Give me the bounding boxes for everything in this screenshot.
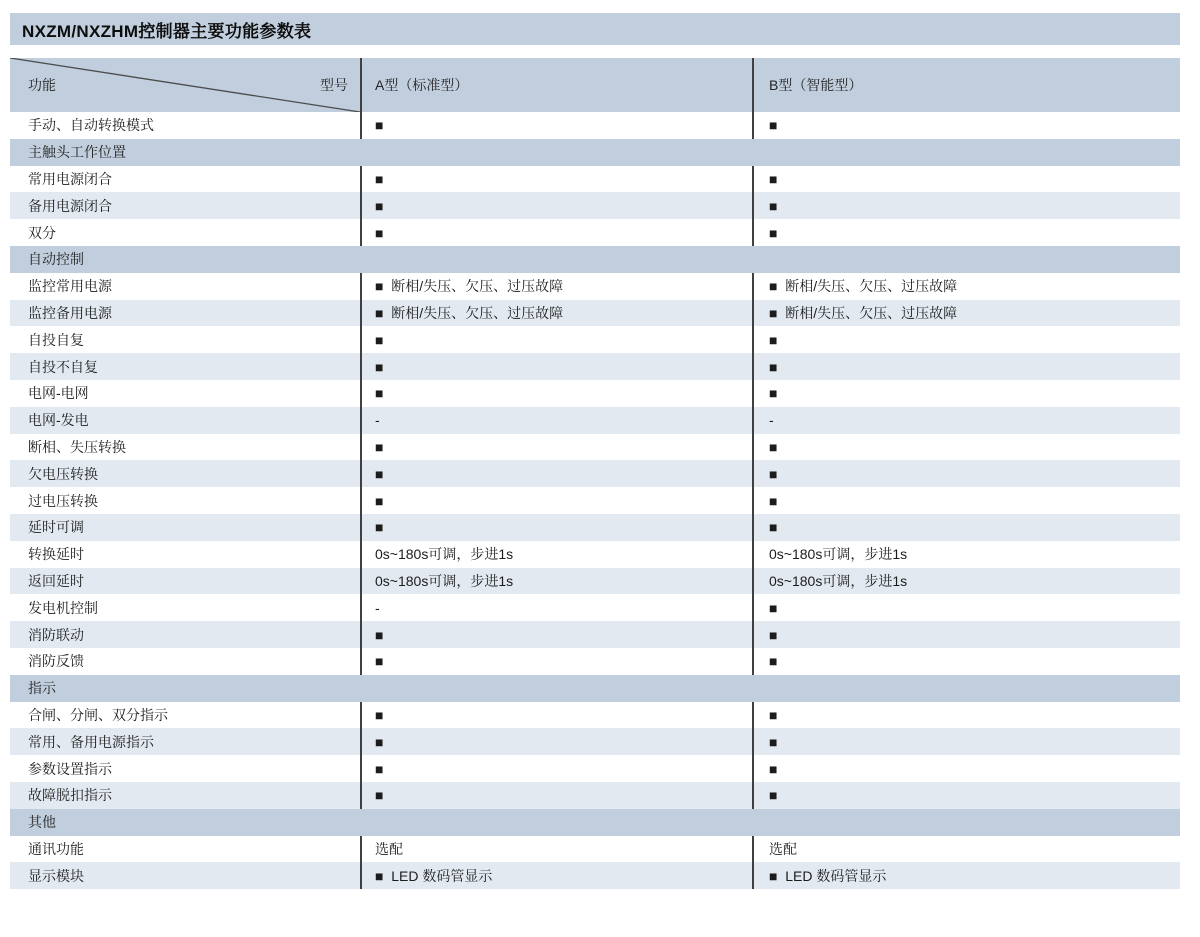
feature-row [10,728,1180,755]
value-col-a: ■ [360,434,752,461]
value-col-b: ■ [752,648,1180,675]
value-col-a: ■ [360,514,752,541]
feature-label: 合闸、分闸、双分指示 [28,706,168,723]
value-col-b: ■ [752,353,1180,380]
value-col-a: ■ [360,648,752,675]
section-row [10,809,1180,836]
feature-label: 延时可调 [28,519,84,536]
header-function-label: 功能 [28,77,56,93]
feature-label: 监控常用电源 [28,278,112,295]
feature-label: 消防反馈 [28,653,84,670]
value-col-a: ■ [360,112,752,139]
feature-row [10,112,1180,139]
value-col-b: ■ [752,166,1180,193]
value-col-b: ■ [752,434,1180,461]
feature-label: 自投不自复 [28,358,98,375]
value-col-a: ■ [360,487,752,514]
value-col-a: 0s~180s可调，步进1s [360,568,752,595]
value-col-b: ■ [752,702,1180,729]
feature-label: 电网-电网 [28,385,89,402]
feature-label: 显示模块 [28,867,84,884]
feature-label: 通讯功能 [28,840,84,857]
value-col-a: ■ [360,166,752,193]
feature-label: 断相、失压转换 [28,438,126,455]
value-col-a: ■ 断相/失压、欠压、过压故障 [360,300,752,327]
value-col-b: ■ [752,514,1180,541]
feature-row [10,836,1180,863]
value-col-b: ■ 断相/失压、欠压、过压故障 [752,300,1180,327]
feature-row [10,862,1180,889]
feature-label: 监控备用电源 [28,304,112,321]
feature-row [10,594,1180,621]
feature-row [10,166,1180,193]
table-header-row [10,58,1180,112]
table-body [10,112,1180,889]
feature-row [10,487,1180,514]
section-label: 自动控制 [28,251,84,268]
feature-label: 备用电源闭合 [28,197,112,214]
value-col-b: ■ [752,782,1180,809]
feature-label: 转换延时 [28,546,84,563]
feature-label: 手动、自动转换模式 [28,117,154,134]
header-model-label: 型号 [320,77,348,93]
value-col-b: ■ [752,192,1180,219]
feature-row [10,192,1180,219]
header-col-b: B型（智能型） [752,58,1180,112]
value-col-a: ■ [360,380,752,407]
feature-row [10,219,1180,246]
value-col-a: 0s~180s可调，步进1s [360,541,752,568]
feature-row [10,541,1180,568]
header-col-a: A型（标准型） [360,58,752,112]
feature-label: 欠电压转换 [28,465,98,482]
value-col-a: 选配 [360,836,752,863]
value-col-a: ■ [360,460,752,487]
feature-row [10,568,1180,595]
value-col-b: 0s~180s可调，步进1s [752,541,1180,568]
feature-label: 过电压转换 [28,492,98,509]
value-col-b: ■ LED 数码管显示 [752,862,1180,889]
diagonal-divider-line [10,58,360,112]
value-col-a: ■ [360,192,752,219]
value-col-b: 0s~180s可调，步进1s [752,568,1180,595]
feature-row [10,514,1180,541]
feature-row [10,300,1180,327]
feature-row [10,648,1180,675]
section-label: 指示 [28,680,56,697]
value-col-b: ■ [752,621,1180,648]
value-col-b: ■ 断相/失压、欠压、过压故障 [752,273,1180,300]
value-col-a: - [360,407,752,434]
feature-row [10,273,1180,300]
value-col-b: ■ [752,460,1180,487]
spec-table [10,58,1180,889]
value-col-b: 选配 [752,836,1180,863]
value-col-a: ■ [360,621,752,648]
feature-row [10,434,1180,461]
feature-label: 返回延时 [28,572,84,589]
feature-row [10,621,1180,648]
feature-label: 发电机控制 [28,599,98,616]
value-col-a: ■ [360,782,752,809]
header-corner-cell [10,58,360,112]
value-col-b: ■ [752,487,1180,514]
table-title-bar [10,13,1180,45]
feature-label: 参数设置指示 [28,760,112,777]
feature-row [10,460,1180,487]
feature-row [10,702,1180,729]
feature-label: 双分 [28,224,56,241]
value-col-b: ■ [752,326,1180,353]
feature-label: 电网-发电 [28,412,89,429]
value-col-a: ■ [360,353,752,380]
feature-row [10,380,1180,407]
section-label: 主触头工作位置 [28,144,126,161]
value-col-a: ■ 断相/失压、欠压、过压故障 [360,273,752,300]
feature-label: 故障脱扣指示 [28,787,112,804]
feature-row [10,782,1180,809]
value-col-a: ■ [360,219,752,246]
value-col-b: - [752,407,1180,434]
feature-row [10,353,1180,380]
feature-label: 消防联动 [28,626,84,643]
feature-label: 常用、备用电源指示 [28,733,154,750]
section-label: 其他 [28,814,56,831]
value-col-b: ■ [752,755,1180,782]
section-row [10,139,1180,166]
value-col-b: ■ [752,112,1180,139]
value-col-a: ■ [360,326,752,353]
value-col-b: ■ [752,594,1180,621]
feature-row [10,755,1180,782]
value-col-a: ■ [360,755,752,782]
value-col-a: ■ [360,728,752,755]
value-col-a: - [360,594,752,621]
section-row [10,246,1180,273]
page-title: NXZM/NXZHM控制器主要功能参数表 [22,21,312,41]
section-row [10,675,1180,702]
value-col-b: ■ [752,219,1180,246]
value-col-a: ■ [360,702,752,729]
value-col-b: ■ [752,380,1180,407]
feature-row [10,407,1180,434]
feature-label: 自投自复 [28,331,84,348]
value-col-b: ■ [752,728,1180,755]
value-col-a: ■ LED 数码管显示 [360,862,752,889]
feature-row [10,326,1180,353]
feature-label: 常用电源闭合 [28,170,112,187]
